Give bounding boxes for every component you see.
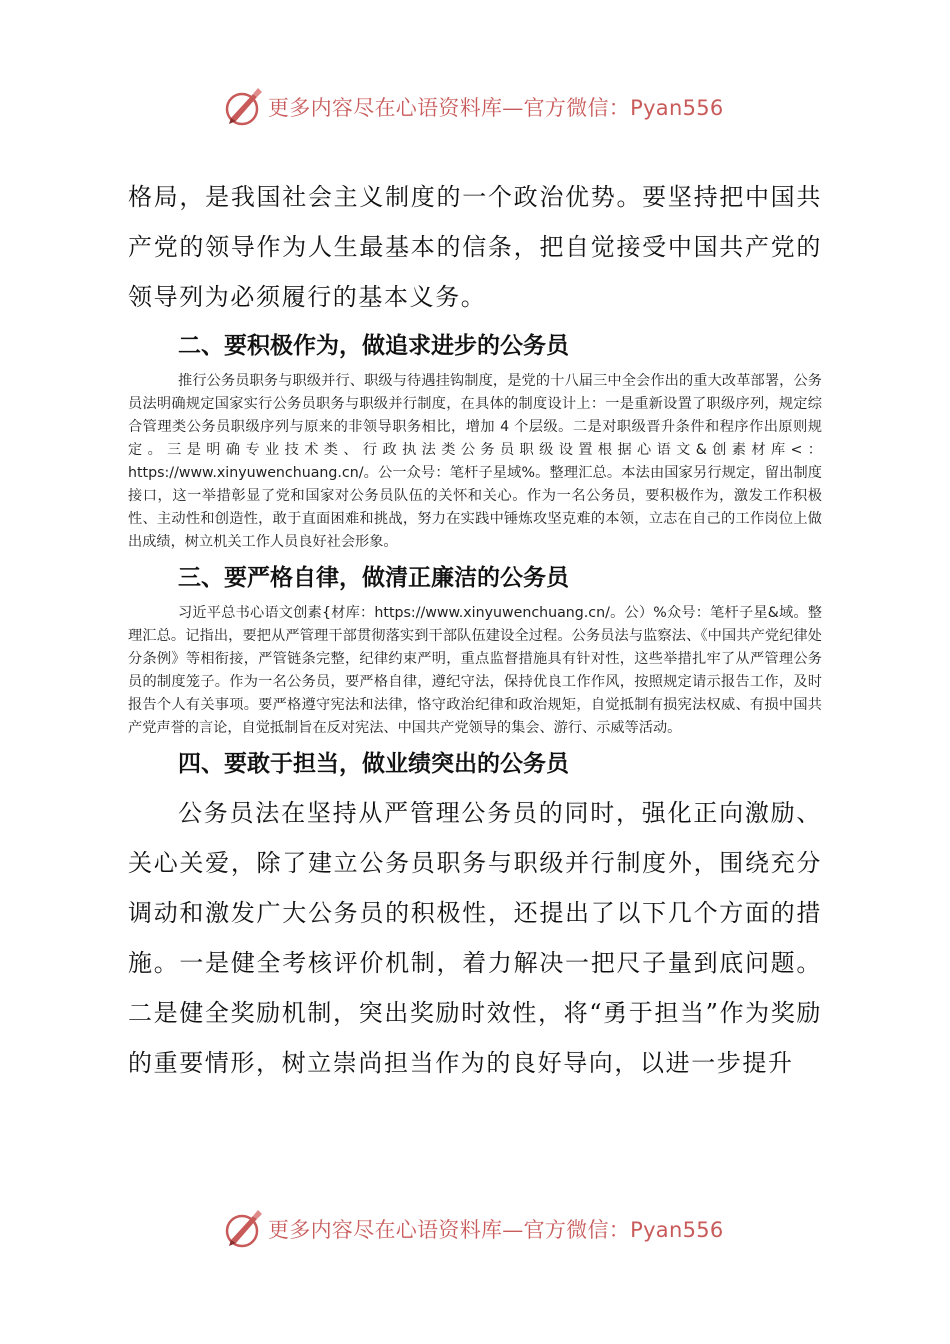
document-body <box>128 172 822 1088</box>
header-banner[interactable] <box>222 84 742 130</box>
section-4-body: 公务员法在坚持从严管理公务员的同时，强化正向激励、关心关爱，除了建立公务员职务与职级并行制度外，围绕充分调动和激发广大公务员的积极性，还提出了以下几个方面的措施。一是健全考核评价机制，着力解决一把尺子量到底问题。二是健全奖励机制，突出奖励时效性，将“勇于担当”作为奖励的重要情形，树立崇尚担当作为的良好导向，以进一步提升 <box>128 799 822 1077</box>
pen-logo-icon <box>222 85 266 129</box>
section-3-heading: 三、要严格自律，做清正廉洁的公务员 <box>178 565 569 591</box>
section-4-heading: 四、要敢于担当，做业绩突出的公务员 <box>178 751 569 777</box>
intro-paragraph: 格局，是我国社会主义制度的一个政治优势。要坚持把中国共产党的领导作为人生最基本的信条，把自觉接受中国共产党的领导列为必须履行的基本义务。 <box>128 183 822 311</box>
section-2-heading: 二、要积极作为，做追求进步的公务员 <box>178 333 569 359</box>
section-2-body: 推行公务员职务与职级并行、职级与待遇挂钩制度，是党的十八届三中全会作出的重大改革部署，公务员法明确规定国家实行公务员职务与职级并行制度，在具体的制度设计上：一是重新设置了职级序列，规定综合管理类公务员职级序列与原来的非领导职务相比，增加 4 个层级。二是对职级晋升条件和程序作出原则规定。三是明确专业技术类、行政执法类公务员职级设置根据心语文&创素材库<：https://www.xinyuwenchuang.cn/。公一众号：笔杆子星域%。整理汇总。本法由国家另行规定，留出制度接口，这一举措彰显了党和国家对公务员队伍的关怀和关心。作为一名公务员，要积极作为，激发工作积极性、主动性和创造性，敢于直面困难和挑战，努力在实践中锤炼攻坚克难的本领，立志在自己的工作岗位上做出成绩，树立机关工作人员良好社会形象。 <box>128 373 822 550</box>
section-3-body: 习近平总书心语文创素{材库：https://www.xinyuwenchuang.cn/。公）%众号：笔杆子星&域。整理汇总。记指出，要把从严管理干部贯彻落实到干部队伍建设全过程。公务员法与监察法、《中国共产党纪律处分条例》等相衔接，严管链条完整，纪律约束严明，重点监督措施具有针对性，这些举措扎牢了从严管理公务员的制度笼子。作为一名公务员，要严格自律，遵纪守法，保持优良工作作风，按照规定请示报告工作，及时报告个人有关事项。要严格遵守宪法和法律，恪守政治纪律和政治规矩，自觉抵制有损宪法权威、有损中国共产党声誉的言论，自觉抵制旨在反对宪法、中国共产党领导的集会、游行、示威等活动。 <box>128 605 822 736</box>
banner-text: 更多内容尽在心语资料库—官方微信：Pyan556 <box>268 96 724 120</box>
banner-text: 更多内容尽在心语资料库—官方微信：Pyan556 <box>268 1218 724 1242</box>
footer-banner[interactable] <box>222 1206 742 1252</box>
pen-logo-icon <box>222 1207 266 1251</box>
